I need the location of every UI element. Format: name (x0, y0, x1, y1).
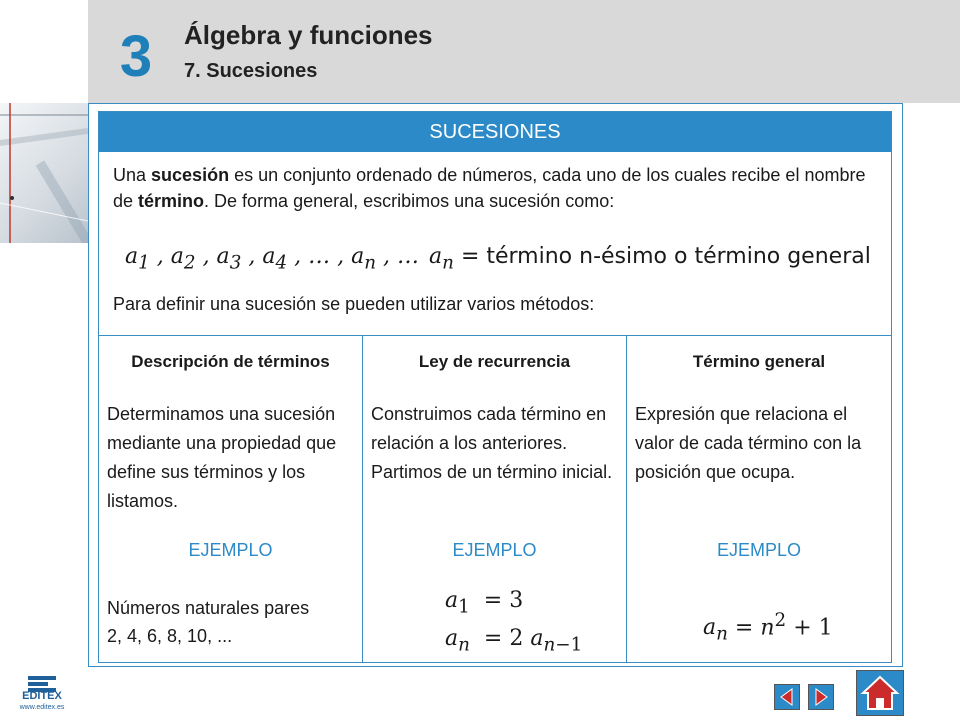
intro-section (99, 152, 891, 336)
column-title: Descripción de términos (131, 352, 330, 371)
column-body: Expresión que relaciona el valor de cada término con la posición que ocupa. (635, 404, 862, 482)
example-label: EJEMPLO (188, 540, 273, 560)
column-body: Determinamos una sucesión mediante una propiedad que define sus términos y los listamos. (107, 404, 337, 511)
column-title: Término general (692, 352, 826, 371)
content-panel (98, 111, 892, 663)
chapter-number: 3 (119, 24, 153, 89)
previous-button[interactable] (774, 684, 800, 710)
graph-icon (0, 103, 88, 243)
header-band (88, 0, 960, 103)
intro-mid: es un conjunto ordenado de números, cada uno de los cuales recibe el nombre de (113, 165, 866, 211)
example-label: EJEMPLO (716, 540, 802, 560)
column-body: Construimos cada término en relación a los anteriores. Partimos de un término inicial. (371, 404, 613, 482)
column-description (99, 336, 363, 662)
page-title: Álgebra y funciones (184, 20, 433, 50)
triangle-left-icon (775, 685, 799, 709)
brand-name: EDITEX (22, 690, 62, 702)
page-subtitle: 7. Sucesiones (184, 60, 318, 82)
methods-text: Para definir una sucesión se pueden utilizar varios métodos: (113, 294, 595, 314)
example-text (107, 594, 357, 650)
example-label: EJEMPLO (452, 540, 537, 560)
general-term-formula: $a_n$ = término n-ésimo o término general (429, 244, 871, 274)
intro-post: . De forma general, escribimos una sucesión como: (204, 191, 615, 211)
home-button[interactable] (856, 670, 904, 716)
triangle-right-icon (809, 685, 833, 709)
decorative-graph-image (0, 103, 88, 243)
sequence-formula: $a_1$ , $a_2$ , $a_3$ , $a_4$ , … , $a_n$ , … (125, 244, 420, 274)
example-line-1: Números naturales pares (107, 598, 310, 618)
column-recurrence (363, 336, 627, 662)
column-title: Ley de recurrencia (418, 352, 571, 371)
general-term-text: = término n-ésimo o término general (460, 244, 871, 269)
recurrence-formula-rule: $a_n = 2$ $a_{n-1}$ (445, 626, 583, 656)
panel-heading: SUCESIONES (99, 112, 891, 152)
general-term-example-formula: $a_n = n^2 + 1$ (703, 610, 833, 645)
next-button[interactable] (808, 684, 834, 710)
recurrence-formula-initial: $a_1 = 3$ (445, 588, 524, 618)
column-general-term (627, 336, 891, 662)
intro-keyword-termino: término (138, 191, 205, 211)
home-icon (857, 671, 903, 715)
intro-keyword-sucesion: sucesión (151, 165, 230, 185)
intro-pre: Una (113, 165, 152, 185)
intro-text (113, 162, 883, 214)
example-line-2: 2, 4, 6, 8, 10, ... (107, 626, 233, 646)
brand-url: www.editex.es (19, 704, 65, 711)
